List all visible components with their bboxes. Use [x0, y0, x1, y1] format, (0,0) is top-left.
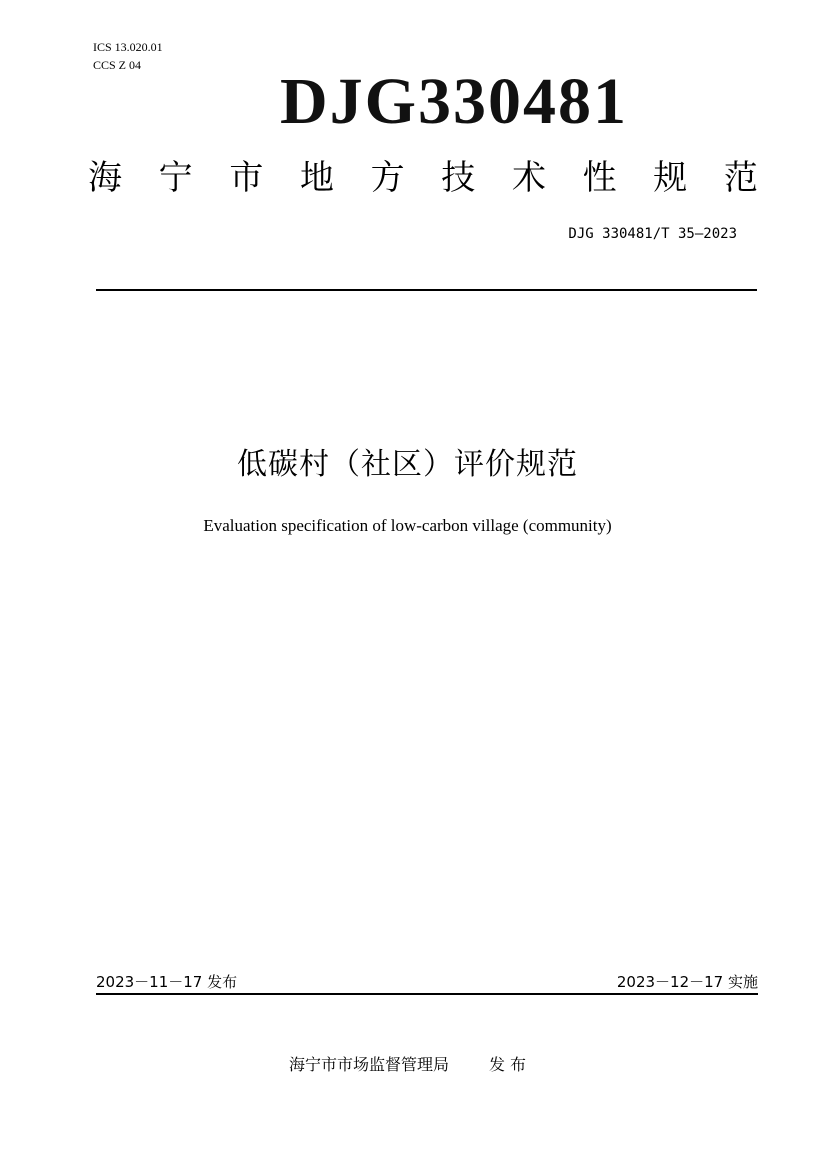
issue-date: 2023－11－17 发布: [96, 973, 238, 991]
publisher-action: 发 布: [488, 1055, 527, 1074]
standard-category: [88, 152, 758, 204]
document-title-en: Evaluation specification of low-carbon village (community): [203, 516, 612, 535]
footer-divider: [96, 993, 758, 995]
category-char: 范: [723, 158, 758, 198]
standard-code-large: DJG330481: [280, 65, 628, 138]
category-char: 地: [299, 158, 334, 198]
standard-number: DJG 330481/T 35—2023: [568, 226, 737, 242]
category-char: 海: [88, 158, 122, 198]
category-char: 技: [441, 158, 476, 198]
ccs-code: CCS Z 04: [93, 58, 142, 72]
ics-code: ICS 13.020.01: [93, 40, 163, 54]
category-char: 术: [511, 158, 546, 198]
category-char: 市: [229, 158, 264, 198]
category-char: 规: [653, 158, 688, 198]
publisher-org: 海宁市市场监督管理局: [288, 1055, 449, 1074]
category-char: 方: [370, 158, 405, 198]
category-char: 宁: [158, 158, 193, 198]
implement-date: 2023－12－17 实施: [616, 973, 758, 991]
document-title-cn: 低碳村（社区）评价规范: [237, 447, 578, 482]
publisher-line: [0, 1054, 815, 1076]
header-divider: [96, 289, 757, 291]
category-char: 性: [582, 158, 617, 198]
